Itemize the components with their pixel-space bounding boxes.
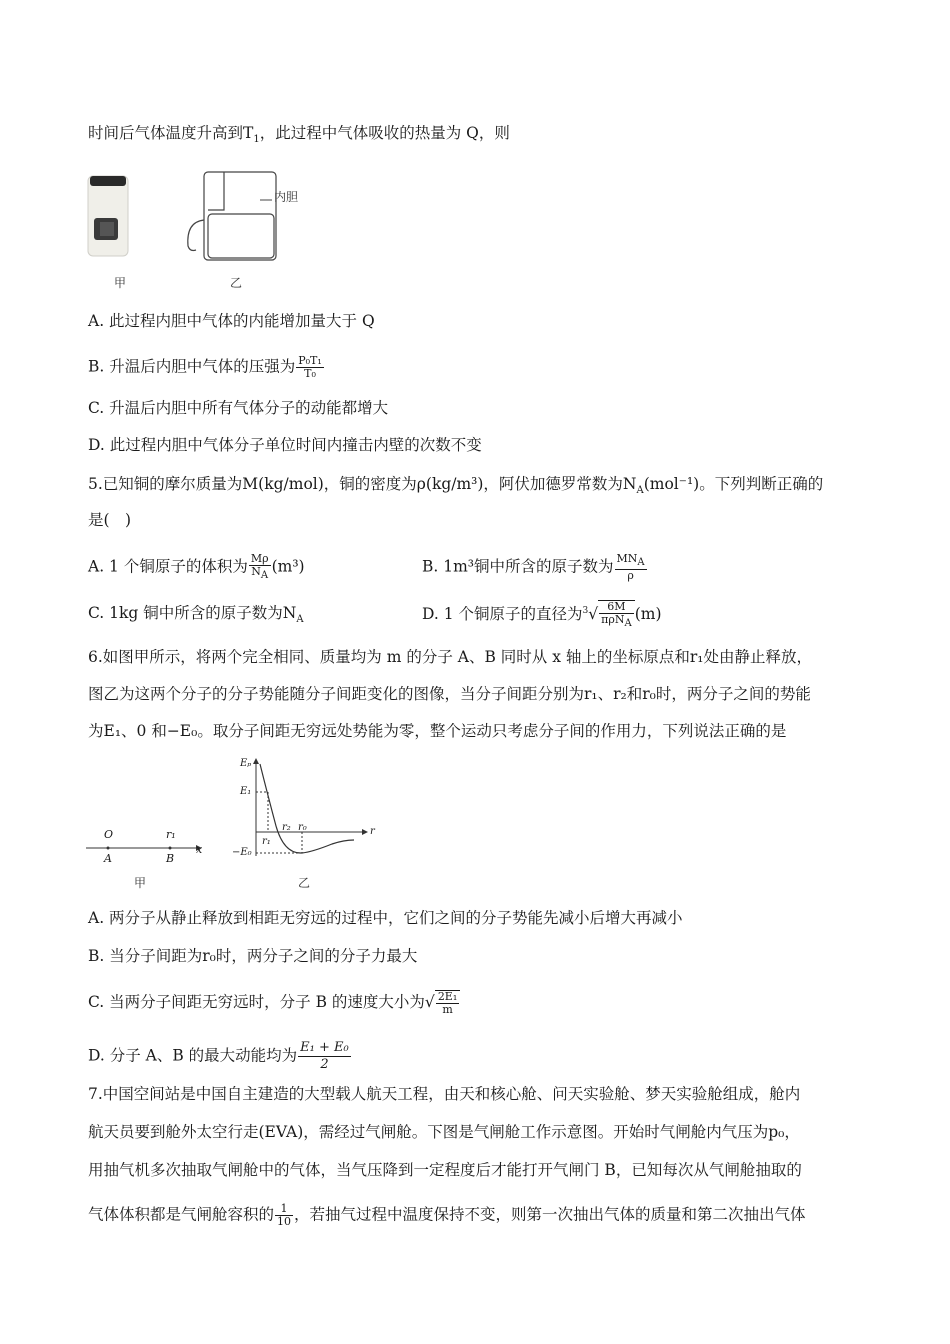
q5-stem-line2: 是( ) <box>88 511 132 529</box>
q6-c-den: m <box>442 1003 453 1016</box>
figure-air-fryer <box>84 170 314 292</box>
t1-symbol: T <box>243 124 254 142</box>
r-axis-arrow <box>362 829 368 835</box>
caption-yi-6: 乙 <box>298 876 311 890</box>
q7-frac-num: 1 <box>275 1203 293 1216</box>
q5-option-d <box>422 600 662 630</box>
fryer-handle-line <box>188 220 204 251</box>
q5-d-sqrt: √ $\frac{6M}{\pi\rho N_A}$ <box>588 600 634 630</box>
q5-d-den: πρN <box>601 613 625 626</box>
caption-jia: 甲 <box>114 276 127 290</box>
q4-b-fraction <box>296 355 324 380</box>
figure-6-yi <box>232 756 382 890</box>
q5-a-fraction <box>249 553 271 582</box>
q4-b-prefix: B. 升温后内胆中气体的压强为 <box>88 357 296 376</box>
q4-b-num: P₀T₁ <box>298 354 322 367</box>
q7-fraction <box>275 1203 293 1228</box>
q5-stem-line1 <box>88 474 823 501</box>
q5-a-den: N <box>251 565 261 578</box>
label-ep: Eₚ <box>240 758 252 769</box>
q5-d-num: 6M <box>599 601 634 614</box>
q5-option-a <box>88 553 305 582</box>
q5-a-den-sub: A <box>260 570 269 582</box>
point-a <box>107 847 110 850</box>
q6-d-fraction <box>298 1040 351 1073</box>
q5-b-den: ρ <box>627 569 634 583</box>
q5-b-num-sub: A <box>637 557 645 569</box>
point-b <box>169 847 172 850</box>
intro-prefix: 时间后气体温度升高到 <box>88 124 244 142</box>
q6-stem-line3: 为E₁、0 和−E₀。取分子间距无穷远处势能为零，整个运动只考虑分子间的作用力，下列说法正确的是 <box>88 722 787 740</box>
q5-b-prefix: B. 1m³铜中所含的原子数为 <box>422 557 614 576</box>
q7-line4 <box>88 1203 806 1228</box>
fryer-body <box>88 176 128 256</box>
q5-c-prefix: C. 1kg 铜中所含的原子数为N <box>88 604 297 622</box>
q6-c-sqrt: √ $\frac{\text{2E₁}}{m}$ <box>425 990 460 1016</box>
q5-b-num: MN <box>616 552 638 565</box>
q5-b-fraction <box>615 553 647 582</box>
ep-axis-arrow <box>253 758 259 764</box>
q6-c-num: 2E₁ <box>437 990 458 1003</box>
label-a: A <box>104 852 112 865</box>
fryer-top-line <box>208 172 224 210</box>
label-r0: r₀ <box>298 822 307 833</box>
q6-option-a: A. 两分子从静止释放到相距无穷远的过程中，它们之间的分子势能先减小后增大再减小 <box>88 909 683 927</box>
q6-d-prefix: D. 分子 A、B 的最大动能均为 <box>88 1046 298 1065</box>
q7-line2: 航天员要到舱外太空行走(EVA)，需经过气闸舱。下图是气闸舱工作示意图。开始时气闸舱内气压为p₀， <box>88 1123 800 1141</box>
q5-d-den-sub: A <box>624 618 632 630</box>
q5-d-root-index: 3 <box>582 605 589 616</box>
label-r1-jia: r₁ <box>166 828 176 841</box>
q6-c-fraction <box>436 991 459 1016</box>
q5-b-num-wrap <box>615 553 647 570</box>
label-r2: r₂ <box>282 822 291 833</box>
q5-option-c <box>88 603 304 630</box>
q6-option-b: B. 当分子间距为r₀时，两分子之间的分子力最大 <box>88 947 418 965</box>
label-neg-e0: −E₀ <box>232 847 252 858</box>
q7-line3: 用抽气机多次抽取气闸舱中的气体，当气压降到一定程度后才能打开气闸门 B，已知每次从气闸舱抽取的 <box>88 1161 802 1179</box>
q4-option-a: A. 此过程内胆中气体的内能增加量大于 Q <box>88 312 375 330</box>
fryer-handle-inner <box>100 222 114 236</box>
intro-mid: ，此过程中气体吸收的热量为 Q，则 <box>259 124 510 142</box>
q4-option-b <box>88 355 325 380</box>
t1-sub: 1 <box>253 134 260 146</box>
q5-d-den-wrap <box>599 614 634 630</box>
q4-option-d: D. 此过程内胆中气体分子单位时间内撞击内壁的次数不变 <box>88 436 482 454</box>
label-b: B <box>166 852 175 865</box>
q7-line1: 7.中国空间站是中国自主建造的大型载人航天工程，由天和核心舱、问天实验舱、梦天实验舱组成，舱内 <box>88 1085 801 1103</box>
q7-line4-suffix: ，若抽气过程中温度保持不变，则第一次抽出气体的质量和第二次抽出气体 <box>294 1205 806 1224</box>
q6-stem-line2: 图乙为这两个分子的分子势能随分子间距变化的图像，当分子间距分别为r₁、r₂和r₀时，两分子之间的势能 <box>88 685 811 703</box>
q5-a-suffix: (m³) <box>271 557 305 576</box>
caption-jia-6: 甲 <box>134 876 147 890</box>
fryer-top-panel <box>90 176 126 186</box>
q4-b-den: T₀ <box>304 367 316 380</box>
inner-pot <box>208 214 274 258</box>
label-r1-yi: r₁ <box>262 836 271 847</box>
q5-option-b <box>422 553 648 582</box>
q6-c-prefix: C. 当两分子间距无穷远时，分子 B 的速度大小为 <box>88 993 425 1011</box>
q5-d-prefix: D. 1 个铜原子的直径为 <box>422 605 583 624</box>
q5-a-prefix: A. 1 个铜原子的体积为 <box>88 557 248 576</box>
potential-curve-svg <box>232 756 382 866</box>
q7-frac-den: 10 <box>277 1215 292 1228</box>
potential-curve <box>260 764 354 853</box>
q5-d-fraction <box>599 601 634 630</box>
q6-option-c <box>88 990 460 1016</box>
q6-stem-line1: 6.如图甲所示，将两个完全相同、质量均为 m 的分子 A、B 同时从 x 轴上的坐标原点和r₁处由静止释放， <box>88 648 812 666</box>
q5-d-suffix: (m) <box>634 605 662 624</box>
label-neidan: 内胆 <box>274 190 299 204</box>
fryer-outline <box>204 172 276 260</box>
q5-a-den-wrap <box>249 566 271 582</box>
label-e1: E₁ <box>240 786 252 797</box>
caption-yi: 乙 <box>230 276 243 290</box>
q7-line4-prefix: 气体体积都是气闸舱容积的 <box>88 1205 275 1224</box>
q5-stem-sub: A <box>636 485 644 497</box>
label-r: r <box>370 826 375 837</box>
q5-stem-b: (mol⁻¹)。下列判断正确的 <box>643 475 824 493</box>
q5-stem-a: 5.已知铜的摩尔质量为M(kg/mol)，铜的密度为ρ(kg/m³)，阿伏加德罗常数为N <box>88 475 637 493</box>
label-x: x <box>196 843 203 856</box>
intro-line <box>88 123 510 150</box>
q6-option-d <box>88 1040 352 1073</box>
q6-d-den: 2 <box>320 1057 329 1072</box>
figure-6-jia <box>84 826 214 890</box>
label-o: O <box>104 828 114 841</box>
q5-c-sub: A <box>296 614 304 626</box>
q5-a-num: Mρ <box>250 552 269 565</box>
q4-option-c: C. 升温后内胆中所有气体分子的动能都增大 <box>88 399 389 417</box>
q6-d-num: E₁ + E₀ <box>300 1040 349 1055</box>
